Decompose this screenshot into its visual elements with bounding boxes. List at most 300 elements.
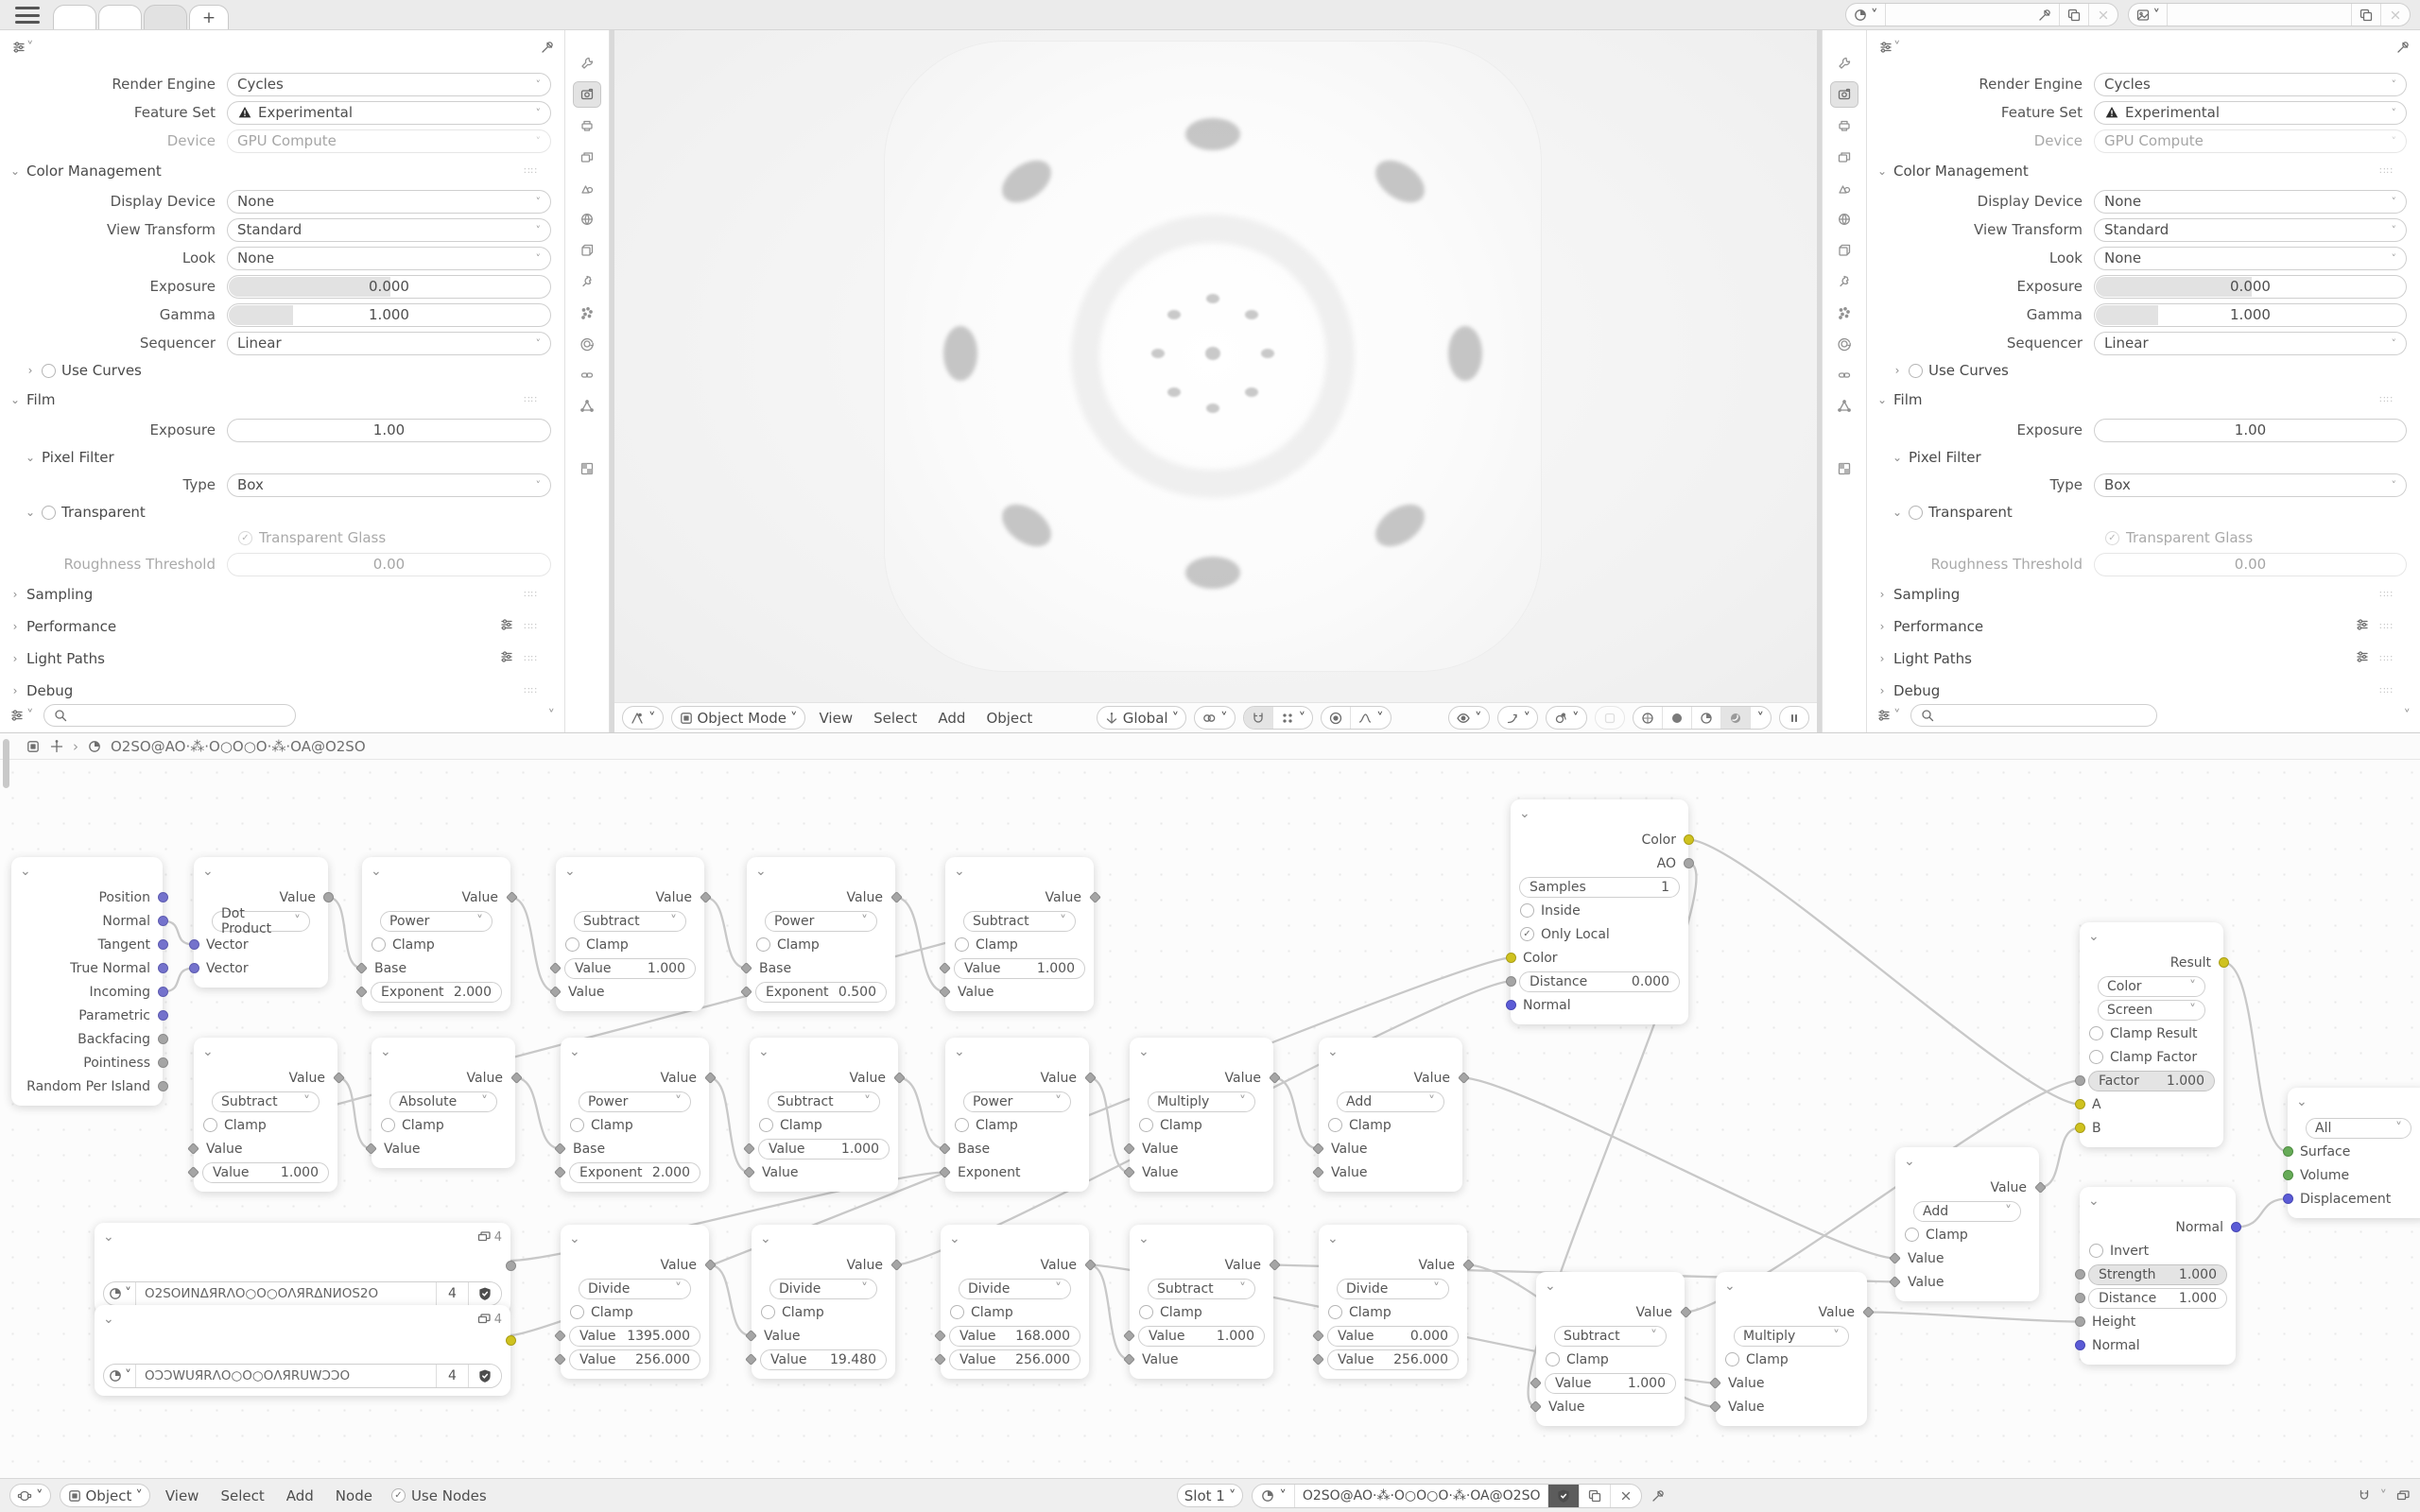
operation-select[interactable] [963,911,1076,932]
operation-select[interactable] [2306,1118,2411,1139]
select-feature-set[interactable] [2094,101,2407,125]
node-header[interactable] [1130,1225,1273,1253]
pin-icon[interactable] [1651,1488,1666,1503]
proportional-editing[interactable] [1321,706,1392,730]
node-checkbox-clamp[interactable] [194,1113,337,1137]
node-checkbox-clamp[interactable] [561,1300,709,1324]
image-user-count[interactable] [437,1282,469,1305]
socket-b[interactable] [1506,1000,1516,1010]
socket-g[interactable] [1506,976,1516,987]
material-slot-selector[interactable] [1177,1484,1244,1507]
node-collapse-icon[interactable]: ⌄ [103,1229,114,1245]
node-header[interactable] [1716,1272,1867,1300]
node-header[interactable] [194,857,328,885]
prop-widget[interactable] [227,129,551,153]
use-nodes-checkbox[interactable] [391,1487,487,1504]
tab-material[interactable] [1831,425,1858,450]
tab-physics[interactable] [574,332,600,356]
menu-add[interactable]: Add [285,1486,314,1504]
node-powB[interactable] [561,1038,709,1192]
section-debug[interactable] [0,675,551,702]
node-collapse-icon[interactable]: ⌄ [954,1044,965,1059]
properties-search[interactable] [43,704,296,727]
visibility-toggle[interactable] [1448,706,1490,730]
new-image-button[interactable] [2352,4,2381,26]
node-collapse-icon[interactable]: ⌄ [1327,1044,1339,1059]
socket-y[interactable] [1506,953,1516,963]
prop-widget[interactable] [227,553,551,576]
prop-widget[interactable] [227,101,551,125]
checkbox-icon[interactable] [565,937,579,952]
node-mulD[interactable] [1716,1272,1867,1426]
pause-render-button[interactable] [1779,706,1809,730]
node-header[interactable] [1511,799,1688,828]
node-checkbox-clamp[interactable] [945,933,1094,956]
image-browse-button[interactable] [104,1365,136,1387]
section-light-paths[interactable] [1867,643,2407,675]
node-header[interactable] [941,1225,1089,1253]
section-color-management[interactable] [0,155,551,187]
socket-g[interactable] [2075,1316,2085,1327]
menu-view[interactable]: View [819,709,854,727]
select-render-engine[interactable] [227,73,551,96]
section-film[interactable] [1867,384,2407,416]
socket-y[interactable] [2075,1099,2085,1109]
value-field[interactable] [2088,1071,2215,1091]
shading-material[interactable] [1692,707,1721,729]
mode-selector[interactable] [671,706,805,730]
node-checkbox-clamp[interactable] [1130,1113,1273,1137]
operation-select[interactable] [212,905,310,936]
socket-g[interactable] [323,892,334,902]
socket-y[interactable] [2219,957,2229,968]
shading-datablock-name[interactable] [1886,4,2060,26]
node-addD[interactable] [1895,1147,2039,1301]
section-use-curves[interactable] [0,357,551,384]
tab-output[interactable] [574,113,600,138]
node-geometry[interactable] [11,857,163,1106]
operation-select[interactable] [1913,1201,2021,1222]
prop-widget[interactable] [2094,247,2407,270]
node-header[interactable] [11,857,163,885]
socket-p[interactable] [158,916,168,926]
search-input[interactable] [1941,708,2148,724]
section-use-curves[interactable] [1867,357,2407,384]
value-field[interactable] [755,982,887,1003]
snap-settings[interactable] [1243,706,1314,730]
node-header[interactable] [2080,922,2223,951]
tab-object-data[interactable] [1831,394,1858,419]
node-mulB[interactable] [1130,1038,1273,1192]
node-collapse-icon[interactable]: ⌄ [202,864,214,879]
options-chevron-icon[interactable]: ˅ [2403,707,2411,724]
editor-type-selector[interactable] [9,1484,51,1507]
value-field[interactable] [949,1349,1080,1370]
menu-icon[interactable] [15,7,40,24]
shading-render[interactable] [1721,707,1751,729]
node-checkbox-clamp[interactable] [556,933,704,956]
tab-view-layer[interactable] [1831,145,1858,169]
slider-exposure[interactable] [2094,275,2407,299]
section-transparent[interactable] [0,499,551,525]
editor-type-button[interactable] [9,707,34,724]
node-collapse-icon[interactable]: ⌄ [2088,1194,2100,1209]
checkbox-icon[interactable] [955,1118,969,1132]
value-field[interactable] [2088,1288,2227,1309]
prop-widget[interactable] [2094,473,2407,497]
node-collapse-icon[interactable]: ⌄ [20,864,31,879]
tab-render[interactable] [574,82,600,107]
node-header[interactable] [561,1038,709,1066]
section-checkbox[interactable] [1909,364,1923,378]
prop-widget[interactable] [227,303,551,327]
prop-widget[interactable] [227,332,551,355]
node-header[interactable] [750,1038,898,1066]
section-pixel-filter[interactable] [1867,444,2407,471]
node-subD[interactable] [1536,1272,1685,1426]
tab-tool[interactable] [574,51,600,76]
select-sequencer[interactable] [2094,332,2407,355]
node-header[interactable] [945,857,1094,885]
checkbox-icon[interactable] [1139,1118,1153,1132]
operation-select[interactable] [1148,1091,1255,1112]
prop-widget[interactable] [2094,553,2407,576]
prop-widget[interactable] [227,275,551,299]
value-field[interactable] [954,958,1085,979]
tab-texture[interactable] [574,456,600,481]
fake-user-button[interactable] [469,1365,501,1387]
socket-p[interactable] [158,939,168,950]
image-datablock-row[interactable] [103,1281,502,1306]
value-field[interactable] [1519,971,1680,992]
operation-select[interactable] [2098,1000,2205,1021]
node-collapse-icon[interactable]: ⌄ [954,864,965,879]
value-field[interactable] [1327,1349,1459,1370]
operation-select[interactable] [212,1091,320,1112]
menu-view[interactable]: View [164,1486,199,1504]
tab-constraints[interactable] [574,363,600,387]
socket-g[interactable] [158,1081,168,1091]
image-name[interactable] [136,1365,437,1387]
node-header[interactable] [372,1038,515,1066]
checkbox-icon[interactable]: ✓ [391,1488,406,1503]
node-checkbox-clamp[interactable] [941,1300,1089,1324]
node-checkbox-only-local[interactable] [1511,922,1688,946]
operation-select[interactable] [1148,1279,1255,1299]
checkbox-icon[interactable] [1328,1305,1342,1319]
node-collapse-icon[interactable]: ⌄ [1138,1044,1150,1059]
prop-widget[interactable] [2094,332,2407,355]
list-icon[interactable] [499,617,514,636]
node-img1[interactable] [95,1223,510,1314]
node-div2[interactable] [752,1225,895,1379]
tab-scene[interactable] [574,176,600,200]
prop-widget[interactable] [2094,101,2407,125]
socket-b[interactable] [2283,1194,2293,1204]
copy-material-button[interactable] [1580,1485,1611,1507]
node-header[interactable] [556,857,704,885]
socket-p[interactable] [189,939,199,950]
node-collapse-icon[interactable]: ⌄ [103,1312,114,1327]
section-sampling[interactable] [0,578,551,610]
tab-tool[interactable] [1831,51,1858,76]
node-collapse-icon[interactable]: ⌄ [569,1044,580,1059]
select-display-device[interactable] [227,190,551,214]
socket-g[interactable] [158,1057,168,1068]
select-sequencer[interactable] [227,332,551,355]
workspace-tab[interactable] [53,5,96,29]
socket-gr[interactable] [2283,1146,2293,1157]
image-name[interactable] [136,1282,437,1305]
section-color-management[interactable] [1867,155,2407,187]
shading-solid[interactable] [1663,707,1692,729]
checkbox-icon[interactable] [1725,1352,1739,1366]
tab-modifiers[interactable] [574,269,600,294]
node-ao[interactable] [1511,799,1688,1024]
image-datablock-name[interactable] [2168,4,2352,26]
tab-render[interactable] [1831,82,1858,107]
node-subB1[interactable] [194,1038,337,1192]
socket-p[interactable] [158,892,168,902]
node-mix[interactable] [2080,922,2223,1147]
node-collapse-icon[interactable]: ⌄ [371,864,382,879]
menu-add[interactable]: Add [938,709,966,727]
shading-datablock-browse[interactable] [1846,4,1886,26]
list-icon[interactable] [2355,617,2370,636]
node-collapse-icon[interactable]: ⌄ [1545,1279,1556,1294]
node-subB2[interactable] [750,1038,898,1192]
tab-world[interactable] [1831,207,1858,232]
checkbox-icon[interactable] [570,1305,584,1319]
value-field[interactable] [1327,1326,1459,1347]
tab-constraints[interactable] [1831,363,1858,387]
node-header[interactable] [1895,1147,2039,1176]
operation-select[interactable] [380,911,493,932]
node-img2[interactable] [95,1305,510,1396]
node-canvas[interactable] [0,760,2420,1479]
value-field[interactable] [949,1326,1080,1347]
operation-select[interactable] [574,911,686,932]
tab-physics[interactable] [1831,332,1858,356]
checkbox-transparent-glass[interactable] [1867,525,2407,550]
node-powC[interactable] [945,1038,1089,1192]
editor-type-button[interactable] [1876,707,1901,724]
select-type[interactable] [2094,473,2407,497]
workspace-tab[interactable] [144,5,187,29]
shading-wire[interactable] [1634,707,1663,729]
checkbox-transparent-glass[interactable] [0,525,551,550]
value-field[interactable] [564,958,696,979]
node-checkbox-clamp[interactable] [1716,1348,1867,1371]
node-header[interactable] [2288,1088,2420,1116]
operation-select[interactable] [963,1091,1071,1112]
node-collapse-icon[interactable]: ⌄ [1519,806,1530,821]
checkbox-icon[interactable]: ✓ [1520,927,1534,941]
checkbox-icon[interactable] [1139,1305,1153,1319]
image-browse-button[interactable] [104,1282,136,1305]
node-power1[interactable] [362,857,510,1011]
checkbox-icon[interactable] [372,937,386,952]
prop-widget[interactable] [2094,303,2407,327]
prop-widget[interactable] [2094,275,2407,299]
material-browse-button[interactable] [1253,1485,1295,1507]
node-power2[interactable] [747,857,895,1011]
node-checkbox-clamp[interactable] [752,1300,895,1324]
section-transparent[interactable] [1867,499,2407,525]
transform-orientation[interactable] [1097,706,1186,730]
select-look[interactable] [2094,247,2407,270]
properties-search[interactable] [1910,704,2157,727]
checkbox-icon[interactable] [950,1305,964,1319]
gizmo-toggle[interactable] [1497,706,1539,730]
section-checkbox[interactable] [42,364,56,378]
tab-object[interactable] [574,238,600,263]
new-tab-button[interactable] [189,5,229,29]
section-light-paths[interactable] [0,643,551,675]
node-dot[interactable] [194,857,328,988]
list-icon[interactable] [2355,649,2370,668]
tab-output[interactable] [1831,113,1858,138]
value-field[interactable] [1545,1373,1676,1394]
properties-editor-icon[interactable] [11,40,26,55]
socket-gr[interactable] [2283,1170,2293,1180]
node-collapse-icon[interactable]: ⌄ [949,1231,960,1246]
node-checkbox-clamp[interactable] [1536,1348,1685,1371]
prop-widget[interactable] [227,73,551,96]
checkbox-icon[interactable] [2089,1026,2103,1040]
checkbox-icon[interactable] [2089,1050,2103,1064]
section-sampling[interactable] [1867,578,2407,610]
overlays-toggle[interactable] [1546,706,1587,730]
checkbox-icon[interactable] [955,937,969,952]
socket-g[interactable] [1684,858,1694,868]
socket-g[interactable] [2075,1293,2085,1303]
socket-g[interactable] [2075,1269,2085,1280]
image-user-count[interactable] [437,1365,469,1387]
socket-b[interactable] [2231,1222,2241,1232]
node-checkbox-inside[interactable] [1511,899,1688,922]
shading-mode-switch[interactable] [1633,706,1772,730]
pin-icon[interactable] [2037,8,2052,23]
operation-select[interactable] [389,1091,497,1112]
tab-particles[interactable] [1831,301,1858,325]
new-datablock-button[interactable] [2060,4,2089,26]
fake-user-button[interactable] [1548,1485,1580,1507]
node-header[interactable] [1319,1038,1462,1066]
operation-select[interactable] [579,1279,691,1299]
menu-node[interactable]: Node [335,1486,372,1504]
operation-select[interactable] [768,1091,880,1112]
value-field[interactable] [2088,1264,2227,1285]
section-checkbox[interactable] [42,506,56,520]
shader-type-selector[interactable] [60,1484,150,1507]
checkbox-icon[interactable] [1328,1118,1342,1132]
editor-type-selector[interactable] [622,706,664,730]
node-header[interactable] [95,1305,510,1333]
select-render-engine[interactable] [2094,73,2407,96]
properties-editor-icon[interactable] [1878,40,1893,55]
node-header[interactable] [2080,1187,2236,1215]
operation-select[interactable] [769,1279,877,1299]
tab-texture[interactable] [1831,456,1858,481]
node-subtract1[interactable] [556,857,704,1011]
select-view-transform[interactable] [2094,218,2407,242]
checkbox-icon[interactable] [1520,903,1534,918]
node-checkbox-clamp[interactable] [747,933,895,956]
value-field[interactable] [569,1162,700,1183]
node-header[interactable] [194,1038,337,1066]
node-matout[interactable] [2288,1088,2420,1218]
node-abs[interactable] [372,1038,515,1168]
node-collapse-icon[interactable]: ⌄ [564,864,576,879]
node-checkbox-clamp[interactable] [372,1113,515,1137]
number-roughness-threshold[interactable] [227,553,551,576]
tab-object[interactable] [1831,238,1858,263]
tab-object-data[interactable] [574,394,600,419]
unlink-material-button[interactable] [1611,1485,1641,1507]
node-collapse-icon[interactable]: ⌄ [2296,1094,2308,1109]
node-header[interactable] [1319,1225,1467,1253]
node-header[interactable] [561,1225,709,1253]
node-checkbox-clamp[interactable] [945,1113,1089,1137]
snapping-toggle[interactable] [1194,706,1236,730]
operation-select[interactable] [1554,1326,1667,1347]
socket-g[interactable] [506,1261,516,1271]
node-header[interactable] [362,857,510,885]
viewport-3d[interactable] [614,30,1817,732]
material-name-field[interactable] [1295,1485,1549,1507]
operation-select[interactable] [1734,1326,1849,1347]
node-subtract2[interactable] [945,857,1094,1011]
node-checkbox-invert[interactable] [2080,1239,2236,1263]
node-div3[interactable] [941,1225,1089,1379]
socket-g[interactable] [158,1034,168,1044]
checkbox-icon[interactable] [1546,1352,1560,1366]
select-type[interactable] [227,473,551,497]
image-name-input[interactable] [2174,7,2344,24]
value-field[interactable] [569,1349,700,1370]
socket-p[interactable] [158,963,168,973]
node-addB[interactable] [1319,1038,1462,1192]
node-bump[interactable] [2080,1187,2236,1365]
node-collapse-icon[interactable]: ⌄ [758,1044,769,1059]
node-header[interactable] [752,1225,895,1253]
tab-material[interactable] [574,425,600,450]
operation-select[interactable] [1337,1091,1444,1112]
prop-widget[interactable] [2094,419,2407,442]
select-display-device[interactable] [2094,190,2407,214]
node-header[interactable] [1130,1038,1273,1066]
menu-select[interactable]: Select [873,709,918,727]
slider-exposure[interactable] [227,275,551,299]
list-icon[interactable] [499,649,514,668]
checkbox-icon[interactable]: ✓ [238,531,252,545]
checkbox-icon[interactable] [756,937,770,952]
socket-y[interactable] [1684,834,1694,845]
select-look[interactable] [227,247,551,270]
chevron-down-icon[interactable]: ˅ [2379,1486,2388,1504]
value-field[interactable] [758,1139,890,1160]
prop-widget[interactable] [227,218,551,242]
menu-object[interactable]: Object [986,709,1033,727]
socket-p[interactable] [189,963,199,973]
image-datablock-browse[interactable] [2129,4,2169,26]
slider-gamma[interactable] [227,303,551,327]
section-checkbox[interactable] [1909,506,1923,520]
node-header[interactable] [747,857,895,885]
node-checkbox-clamp[interactable] [561,1113,709,1137]
prop-widget[interactable] [2094,73,2407,96]
